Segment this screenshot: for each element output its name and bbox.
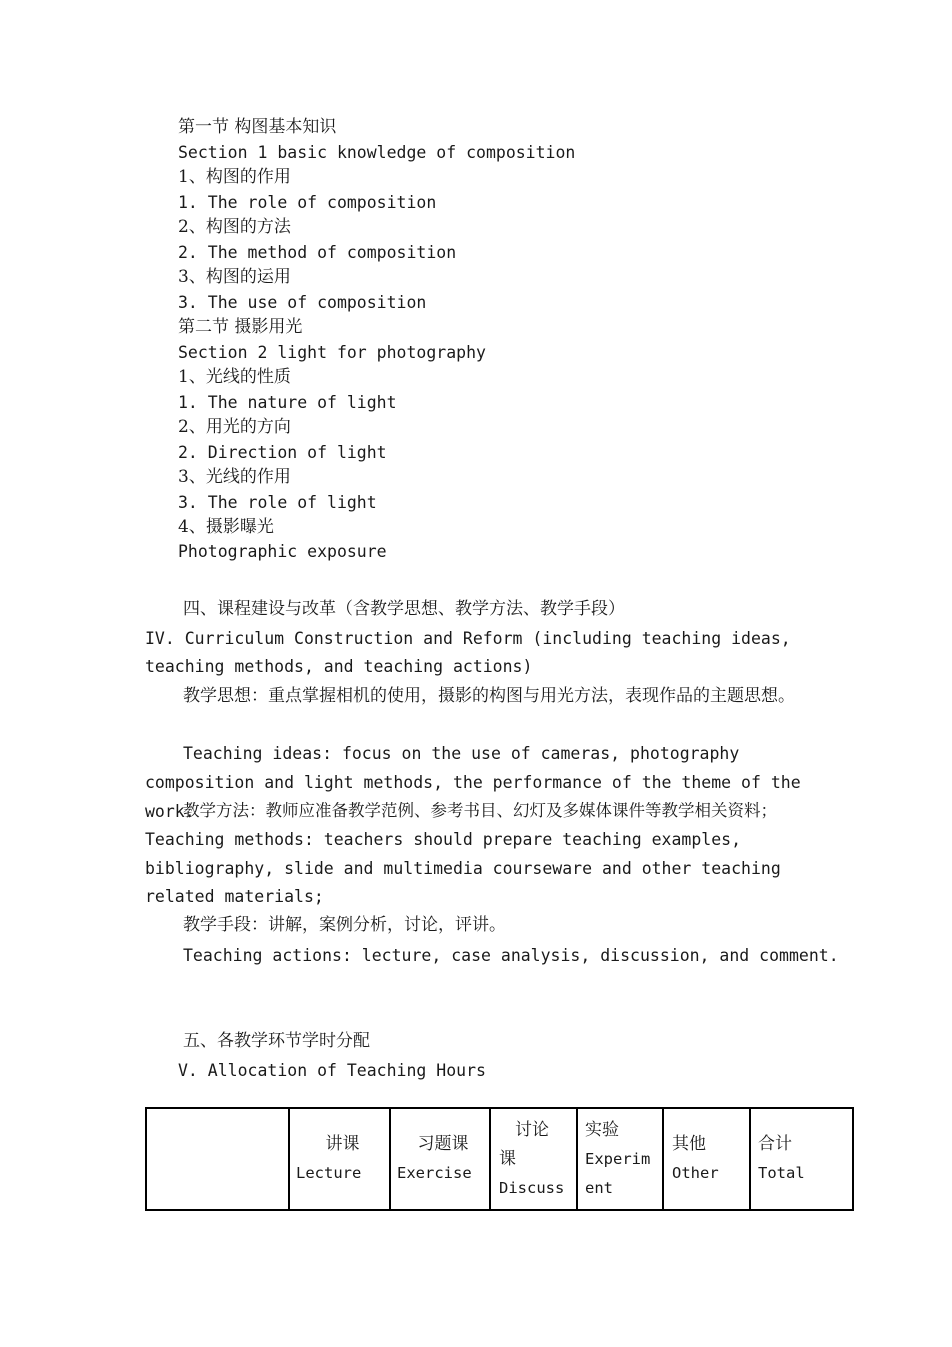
table-header-cell [663, 1108, 750, 1210]
teaching-ideas-en: Teaching ideas: focus on the use of cameras, photography composition and light methods, the performance of the theme of the work. [145, 744, 801, 821]
outline-line: 1. The nature of light [178, 393, 397, 412]
outline-line: 2、用光的方向 [178, 417, 291, 437]
outline-line: 2. The method of composition [178, 243, 457, 262]
outline-line: 1. The role of composition [178, 193, 437, 212]
header-cn: 实验 [585, 1119, 619, 1140]
header-en: Exercise [397, 1164, 472, 1182]
outline-line: Section 2 light for photography [178, 343, 486, 362]
header-cn: 习题课 [417, 1134, 469, 1154]
outline-line: 2. Direction of light [178, 443, 387, 462]
header-en: Lecture [296, 1164, 362, 1182]
section-heading-en: V. Allocation of Teaching Hours [178, 1061, 486, 1080]
outline-line: 3. The role of light [178, 493, 377, 512]
outline-line: 第一节 构图基本知识 [178, 117, 337, 137]
outline-line: 1、构图的作用 [178, 167, 291, 187]
header-cn: 其他 [672, 1134, 706, 1154]
header-cn: 合计 [758, 1134, 792, 1154]
teaching-hours-table [145, 1107, 854, 1211]
section-heading-en: IV. Curriculum Construction and Reform (including teaching ideas, [145, 629, 791, 648]
outline-line: Photographic exposure [178, 542, 387, 561]
table-header-cell [490, 1108, 577, 1210]
outline-line: 第二节 摄影用光 [178, 317, 303, 337]
teaching-ideas-cn: 教学思想：重点掌握相机的使用，摄影的构图与用光方法，表现作品的主题思想。 [183, 686, 795, 706]
table-header-cell [750, 1108, 853, 1210]
section-heading-cn: 五、各教学环节学时分配 [183, 1031, 370, 1051]
outline-line: 3、光线的作用 [178, 467, 291, 487]
table-corner-cell [146, 1108, 289, 1210]
outline-line: 2、构图的方法 [178, 217, 291, 237]
table-header-cell [577, 1108, 663, 1210]
outline-line: 3、构图的运用 [178, 267, 291, 287]
header-en: Total [758, 1164, 805, 1182]
teaching-actions-cn: 教学手段：讲解，案例分析，讨论，评讲。 [183, 915, 506, 935]
header-en: Experiment [585, 1149, 651, 1197]
teaching-methods: 教学方法：教师应准备教学范例、参考书目、幻灯及多媒体课件等教学相关资料；Teaching methods: teachers should prepare teaching examples, bibliography, slide and multimedia courseware and other teaching related materials; [145, 801, 781, 907]
outline-line: 1、光线的性质 [178, 367, 291, 387]
outline-line: 4、摄影曝光 [178, 517, 274, 537]
header-en: Discuss [499, 1178, 565, 1197]
table-header-cell [289, 1108, 390, 1210]
header-en: Other [672, 1164, 719, 1182]
teaching-actions-en: Teaching actions: lecture, case analysis, discussion, and comment. [183, 946, 839, 965]
section-heading-en: teaching methods, and teaching actions) [145, 657, 533, 676]
outline-line: Section 1 basic knowledge of composition [178, 143, 576, 162]
table-header-cell [390, 1108, 490, 1210]
header-cn: 讨论课 [499, 1119, 549, 1169]
header-cn: 讲课 [325, 1134, 360, 1154]
outline-line: 3. The use of composition [178, 293, 427, 312]
section-heading-cn: 四、课程建设与改革（含教学思想、教学方法、教学手段） [183, 599, 625, 619]
table-header-row [146, 1108, 853, 1210]
